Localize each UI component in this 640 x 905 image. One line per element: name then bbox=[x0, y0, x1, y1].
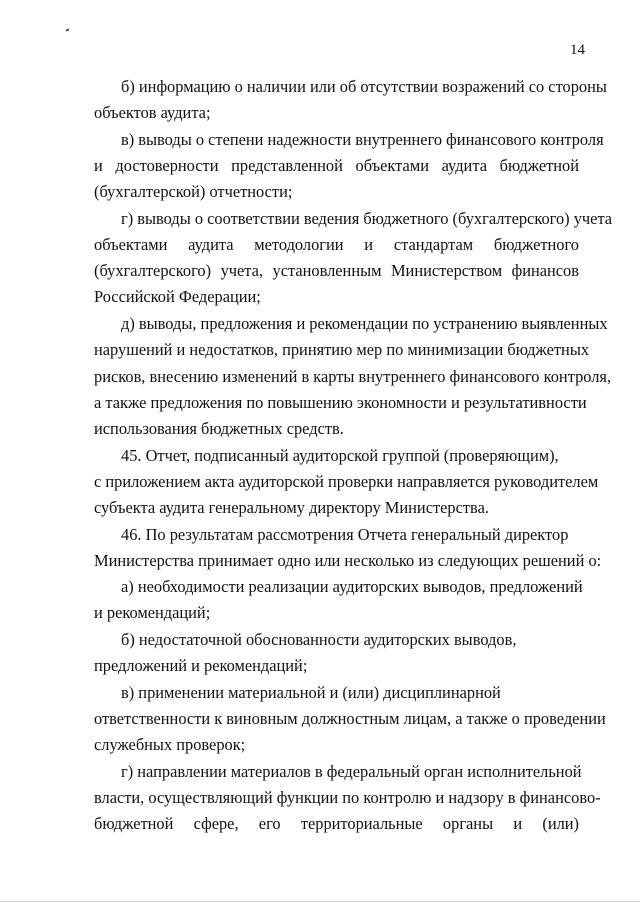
text-line: с приложением акта аудиторской проверки направляется руководителем bbox=[94, 472, 599, 491]
text-line: объектов аудита; bbox=[94, 103, 211, 122]
text-line: Российской Федерации; bbox=[94, 287, 261, 306]
page-number: 14 bbox=[570, 42, 585, 58]
text-line: (бухгалтерской) отчетности; bbox=[94, 182, 293, 201]
text-line: Министерства принимает одно или несколько из следующих решений о: bbox=[94, 551, 602, 570]
text-line: и рекомендаций; bbox=[94, 603, 211, 622]
text-line: д) выводы, предложения и рекомендации по устранению выявленных bbox=[121, 314, 608, 333]
text-line: ответственности к виновным должностным лицам, а также о проведении bbox=[94, 709, 606, 728]
text-line: (бухгалтерского) учета, установленным Министерством финансов bbox=[94, 261, 579, 280]
text-line: г) выводы о соответствии ведения бюджетного (бухгалтерского) учета bbox=[121, 209, 613, 228]
text-line: а) необходимости реализации аудиторских выводов, предложений bbox=[121, 577, 583, 596]
text-line: б) информацию о наличии или об отсутствии возражений со стороны bbox=[121, 77, 607, 96]
text-line: нарушений и недостатков, принятию мер по минимизации бюджетных bbox=[94, 340, 590, 359]
text-line: служебных проверок; bbox=[94, 735, 246, 754]
text-line: в) применении материальной и (или) дисциплинарной bbox=[121, 683, 501, 702]
scan-mark bbox=[66, 28, 70, 31]
text-line: власти, осуществляющий функции по контролю и надзору в финансово- bbox=[94, 788, 601, 807]
text-line: объектами аудита методологии и стандартам бюджетного bbox=[94, 235, 579, 254]
text-line: 45. Отчет, подписанный аудиторской группой (проверяющим), bbox=[121, 446, 559, 465]
text-line: рисков, внесению изменений в карты внутреннего финансового контроля, bbox=[94, 367, 612, 386]
text-line: субъекта аудита генеральному директору Министерства. bbox=[94, 498, 489, 517]
text-line: в) выводы о степени надежности внутреннего финансового контроля bbox=[121, 130, 604, 149]
text-line: бюджетной сфере, его территориальные органы и (или) bbox=[94, 814, 579, 833]
text-line: г) направлении материалов в федеральный орган исполнительной bbox=[121, 762, 582, 781]
text-line: а также предложения по повышению экономности и результативности bbox=[94, 393, 587, 412]
text-line: 46. По результатам рассмотрения Отчета генеральный директор bbox=[121, 525, 569, 544]
text-line: и достоверности представленной объектами аудита бюджетной bbox=[94, 156, 579, 175]
text-line: использования бюджетных средств. bbox=[94, 419, 344, 438]
page-bottom-edge bbox=[0, 901, 640, 902]
text-line: б) недостаточной обоснованности аудиторских выводов, bbox=[121, 630, 517, 649]
text-line: предложений и рекомендаций; bbox=[94, 656, 308, 675]
